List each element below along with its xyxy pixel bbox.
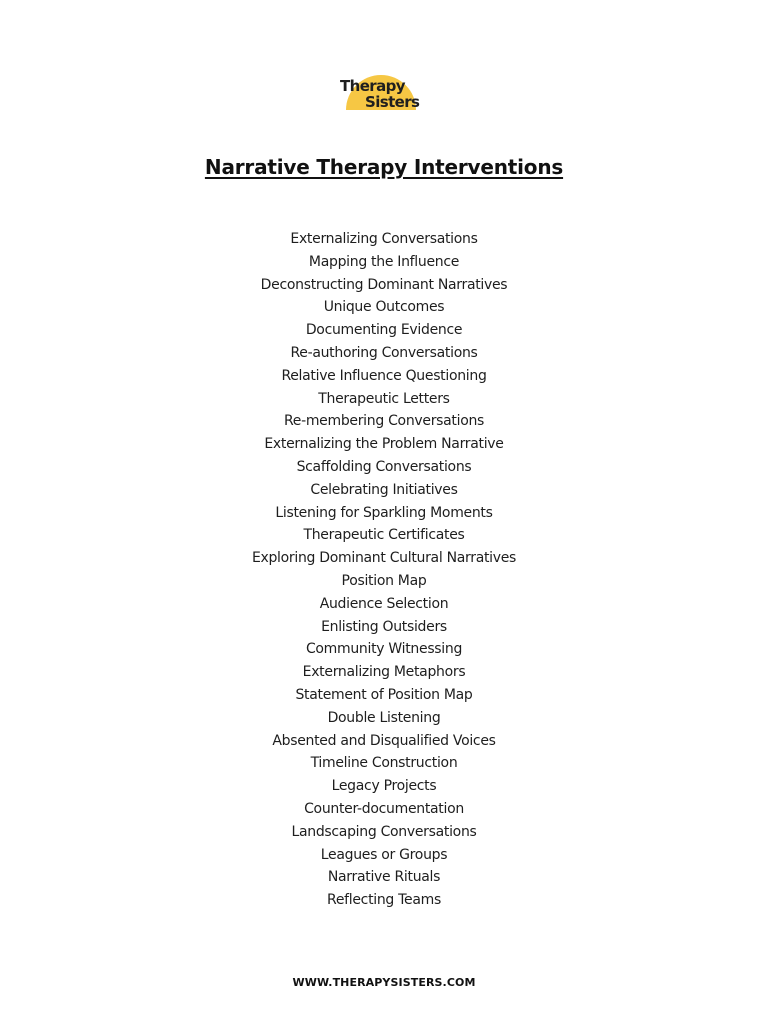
list-item: Re-membering Conversations: [283, 413, 485, 430]
therapy-sisters-logo: [338, 70, 428, 112]
list-item: Listening for Sparkling Moments: [275, 504, 493, 521]
logo-text-therapy: Therapy: [340, 77, 405, 95]
list-item: Re-authoring Conversations: [290, 344, 478, 361]
list-item: Absented and Disqualified Voices: [272, 732, 496, 749]
list-item: Unique Outcomes: [323, 299, 445, 316]
list-item: Relative Influence Questioning: [281, 367, 487, 384]
list-item: Documenting Evidence: [305, 322, 463, 339]
list-item: Celebrating Initiatives: [310, 481, 458, 498]
list-item: Statement of Position Map: [295, 686, 473, 703]
page-title: Narrative Therapy Interventions: [204, 155, 564, 179]
intervention-list: [0, 228, 768, 912]
list-item: Narrative Rituals: [327, 869, 441, 886]
list-item: Legacy Projects: [331, 778, 437, 795]
list-item: Community Witnessing: [305, 641, 463, 658]
list-item: Position Map: [341, 572, 427, 589]
list-item: Timeline Construction: [310, 755, 458, 772]
list-item: Audience Selection: [319, 595, 449, 612]
list-item: Deconstructing Dominant Narratives: [260, 276, 508, 293]
list-item: Reflecting Teams: [327, 892, 441, 909]
list-item: Counter-documentation: [304, 800, 464, 817]
list-item: Exploring Dominant Cultural Narratives: [251, 550, 517, 567]
logo-text-sisters: Sisters: [365, 93, 420, 111]
list-item: Externalizing Conversations: [290, 231, 478, 247]
list-item: Therapeutic Certificates: [303, 527, 465, 544]
website-footer: WWW.THERAPYSISTERS.COM: [292, 976, 476, 989]
list-item: Double Listening: [327, 709, 441, 726]
list-item: Landscaping Conversations: [291, 823, 477, 840]
list-item: Externalizing Metaphors: [302, 664, 466, 681]
list-item: Therapeutic Letters: [318, 390, 450, 407]
list-item: Leagues or Groups: [320, 846, 448, 863]
list-item: Externalizing the Problem Narrative: [264, 436, 504, 453]
list-item: Scaffolding Conversations: [296, 458, 472, 475]
list-item: Mapping the Influence: [308, 253, 460, 270]
list-item: Enlisting Outsiders: [321, 618, 447, 635]
